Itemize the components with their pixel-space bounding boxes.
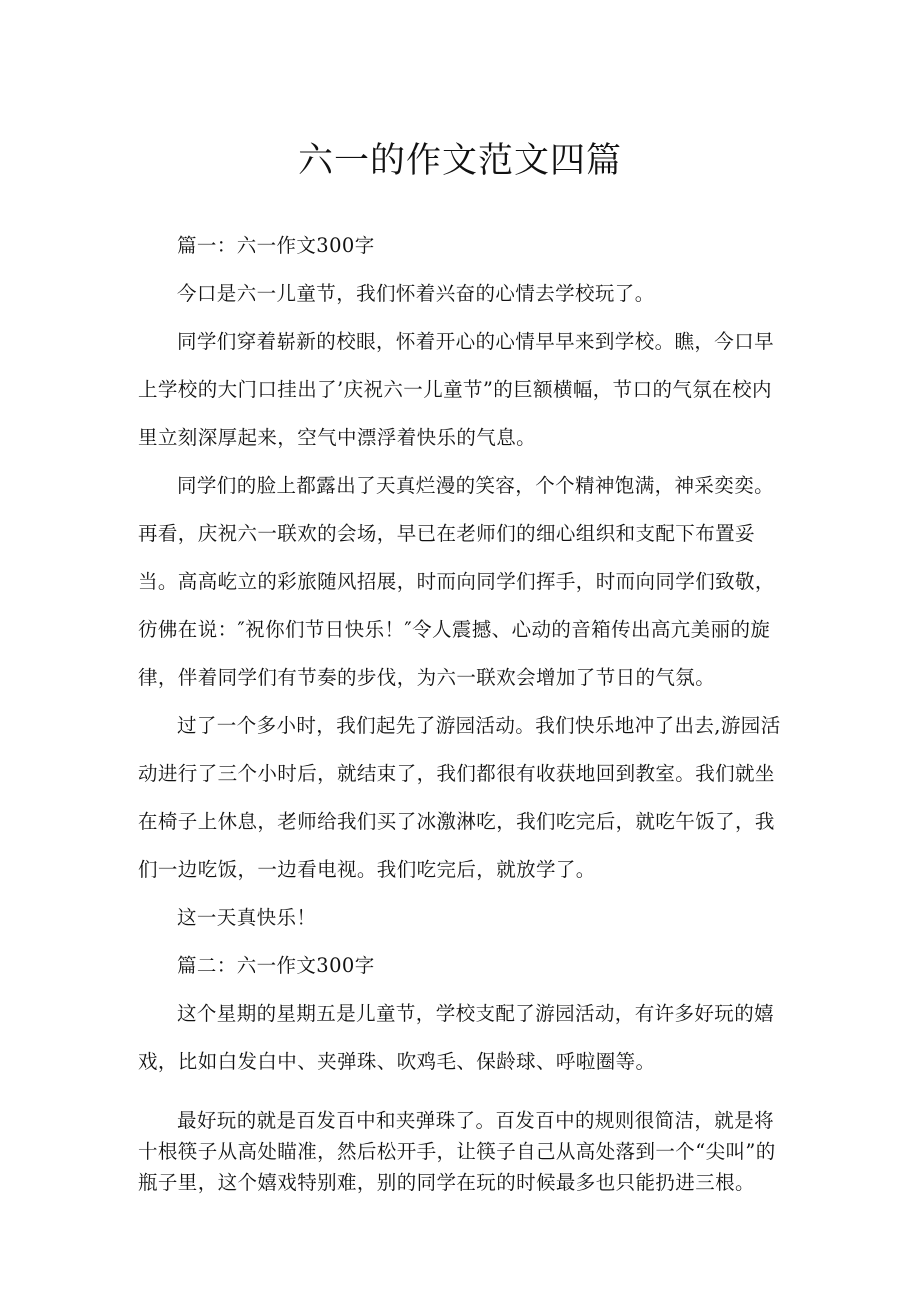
section-heading-1: 篇一：六一作文300字 [177,234,375,257]
section-heading-2: 篇二：六一作文300字 [177,954,375,977]
paragraph: 同学们的脸上都露出了天真烂漫的笑容，个个精神饱满，神采奕奕。再看，庆祝六一联欢的会场，早已在老师们的细心组织和支配下布置妥当。高高屹立的彩旅随风招展，时而向同学们挥手，时而向同学们致敬，彷佛在说：″祝你们节日快乐！″令人震撼、心动的音箱传出高亢美丽的旋律，伴着同学们有节奏的步伐，为六一联欢会增加了节日的气氛。 [138,474,775,689]
paragraph: 最好玩的就是百发百中和夹弹珠了。百发百中的规则很简洁，就是将十根筷子从高处瞄准，然后松开手，让筷子自己从高处落到一个“尖叫”的瓶子里，这个嬉戏特别难，别的同学在玩的时候最多也只能扔进三根。 [138,1109,776,1194]
page-title: 六一的作文范文四篇 [297,141,622,181]
paragraph: 过了一个多小时，我们起先了游园活动。我们快乐地冲了出去,游园活动进行了三个小时后，就结束了，我们都很有收获地回到教室。我们就坐在椅子上休息，老师给我们买了冰激淋吃，我们吃完后，就吃午饭了，我们一边吃饭，一边看电视。我们吃完后，就放学了。 [138,714,781,881]
document-body [138,222,788,1198]
paragraph: 同学们穿着崭新的校眼，怀着开心的心情早早来到学校。瞧，今口早上学校的大门口挂出了’庆祝六一儿童节”的巨额横幅，节口的气氛在校内里立刻深厚起来，空气中漂浮着快乐的气息。 [138,330,775,449]
paragraph: 今口是六一儿童节，我们怀着兴奋的心情去学校玩了。 [177,282,655,305]
paragraph: 这一天真快乐！ [177,906,317,929]
paragraph: 这个星期的星期五是儿童节，学校支配了游园活动，有许多好玩的嬉戏，比如白发白中、夹弹珠、吹鸡毛、保龄球、呼啦圈等。 [138,1002,775,1073]
